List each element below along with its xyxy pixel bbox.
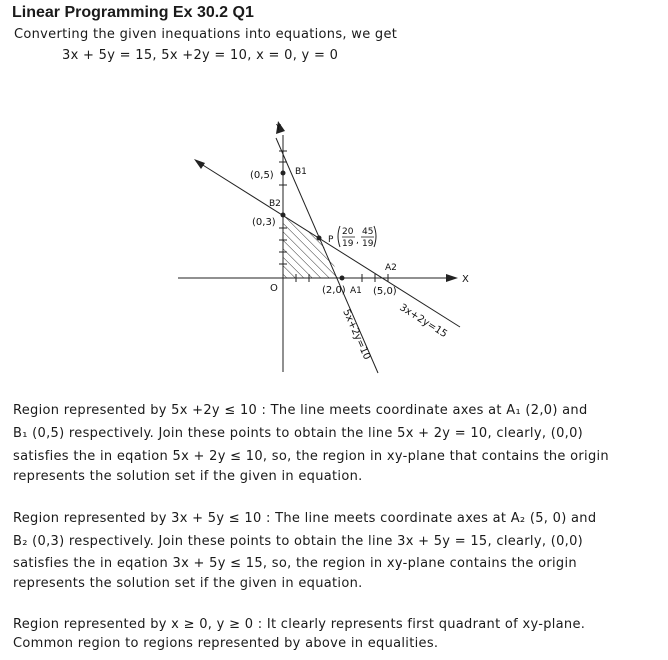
label-2-0: (2,0) [322, 285, 346, 296]
p-denominator-x: 19 [342, 239, 354, 249]
point-a1 [340, 276, 345, 281]
para2-line3: satisfies the in eqation 3x + 5y ≤ 15, so, the region in xy-plane contains the origin [13, 556, 577, 571]
x-axis-arrow-icon [446, 274, 458, 282]
p-coordinates [338, 226, 376, 249]
x-axis-label: X [462, 274, 469, 285]
label-p: P [328, 235, 334, 245]
para2-line1: Region represented by 3x + 5y ≤ 10 : The line meets coordinate axes at A₂ (5, 0) and [13, 511, 597, 526]
line2-arrow-icon [194, 159, 205, 169]
para1-line2: B₁ (0,5) respectively. Join these points to obtain the line 5x + 2y = 10, clearly, (0,0) [13, 426, 584, 441]
point-b2 [281, 213, 286, 218]
para1-line1: Region represented by 5x +2y ≤ 10 : The line meets coordinate axes at A₁ (2,0) and [13, 403, 588, 418]
page-title: Linear Programming Ex 30.2 Q1 [12, 4, 254, 21]
label-a2: A2 [385, 263, 397, 273]
point-p [317, 236, 322, 241]
label-5-0: (5,0) [373, 286, 397, 297]
para2-line2: B₂ (0,3) respectively. Join these points to obtain the line 3x + 5y = 15, clearly, (0,0) [13, 534, 584, 549]
y-axis-label: Y [276, 123, 281, 132]
para1-line3: satisfies the in eqation 5x + 2y ≤ 10, so, the region in xy-plane that contains the origin [13, 449, 609, 464]
para2-line4: represents the solution set if the given in equation. [13, 576, 363, 591]
p-numerator-y: 45 [362, 227, 374, 237]
p-comma: , [356, 236, 359, 246]
line2-label: 3x+2y=15 [397, 302, 450, 341]
label-a1: A1 [350, 286, 362, 296]
intro-text: Converting the given inequations into equations, we get [14, 27, 398, 42]
para1-line4: represents the solution set if the given in equation. [13, 469, 363, 484]
point-b1 [281, 171, 286, 176]
origin-label: O [270, 283, 278, 294]
equations-text: 3x + 5y = 15, 5x +2y = 10, x = 0, y = 0 [62, 48, 339, 63]
p-denominator-y: 19 [362, 239, 374, 249]
line1-label: 5x+2y=10 [340, 307, 373, 362]
p-numerator-x: 20 [342, 227, 354, 237]
label-b1: B1 [295, 167, 307, 177]
label-0-5: (0,5) [250, 170, 274, 181]
label-b2: B2 [269, 199, 281, 209]
para3-line1: Region represented by x ≥ 0, y ≥ 0 : It clearly represents first quadrant of xy-plane. [13, 617, 586, 632]
label-0-3: (0,3) [252, 217, 276, 228]
para3-line2: Common region to regions represented by above in equalities. [13, 636, 439, 651]
